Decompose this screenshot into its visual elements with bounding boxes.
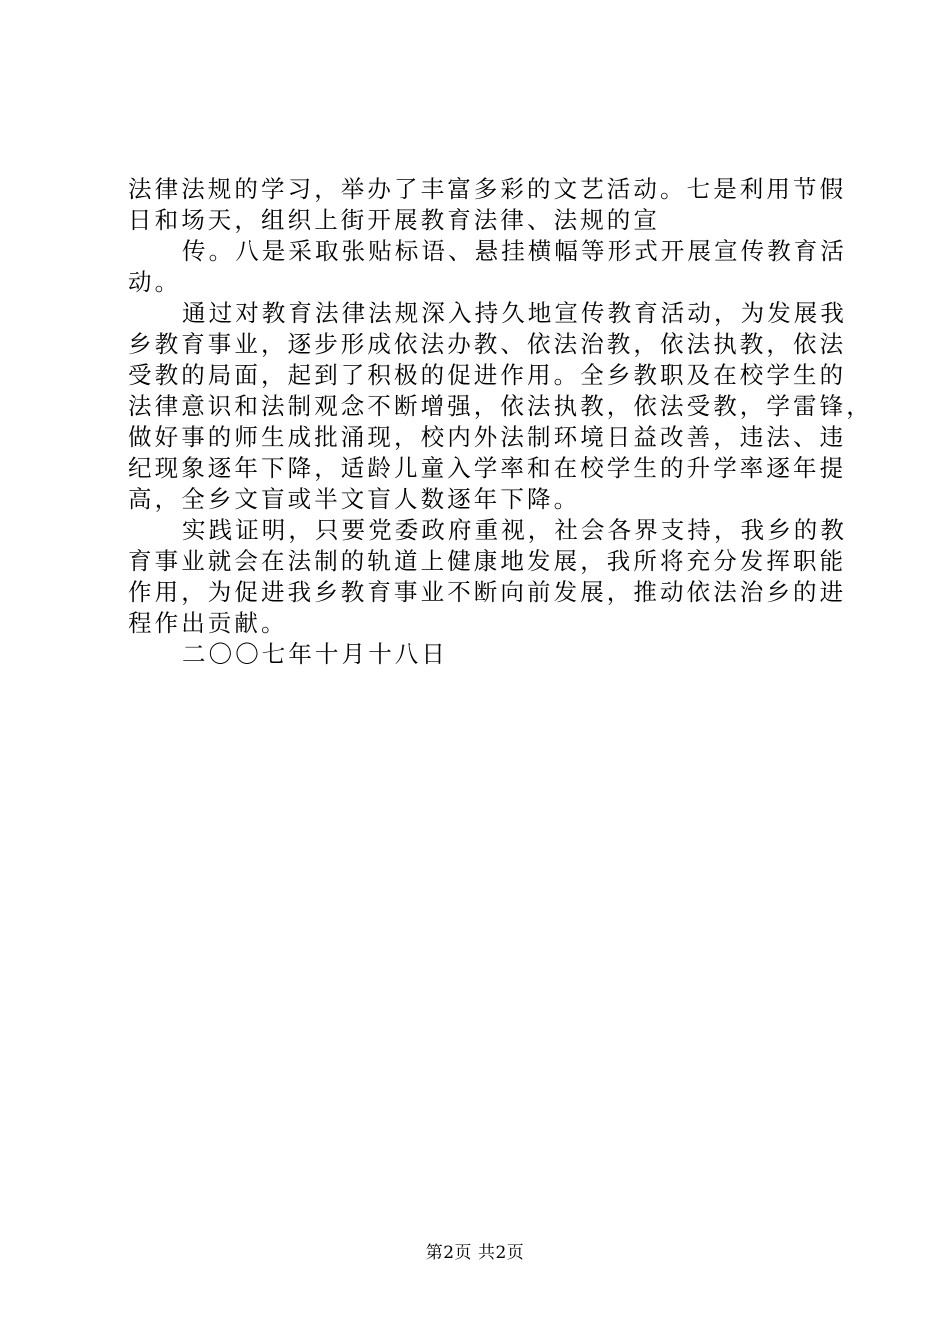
- text-line: 日和场天，组织上街开展教育法律、法规的宣: [128, 206, 660, 234]
- document-body: [128, 174, 873, 670]
- text-line: 受教的局面，起到了积极的促进作用。全乡教职及在校学生的: [128, 361, 847, 389]
- text-line: 乡教育事业，逐步形成依法办教、依法治教，依法执教，依法: [128, 330, 847, 358]
- text-line: 法律意识和法制观念不断增强，依法执教，依法受教，学雷锋，: [128, 392, 873, 420]
- text-line: 程作出贡献。: [128, 609, 288, 637]
- text-line: 纪现象逐年下降，适龄儿童入学率和在校学生的升学率逐年提: [128, 454, 847, 482]
- text-line: 高，全乡文盲或半文盲人数逐年下降。: [128, 485, 581, 513]
- text-line: 法律法规的学习，举办了丰富多彩的文艺活动。七是利用节假: [128, 175, 847, 203]
- paragraph-start-line: 通过对教育法律法规深入持久地宣传教育活动，为发展我: [182, 299, 847, 327]
- text-line: 做好事的师生成批涌现，校内外法制环境日益改善，违法、违: [128, 423, 847, 451]
- text-line: 育事业就会在法制的轨道上健康地发展，我所将充分发挥职能: [128, 547, 847, 575]
- text-line: 动。: [128, 268, 182, 296]
- text-line: 作用，为促进我乡教育事业不断向前发展，推动依法治乡的进: [128, 578, 847, 606]
- page-number-footer: 第2页 共2页: [425, 1243, 525, 1263]
- paragraph-start-line: 实践证明，只要党委政府重视，社会各界支持，我乡的教: [182, 516, 847, 544]
- document-date: 二〇〇七年十月十八日: [182, 640, 448, 668]
- text-line: 传。八是采取张贴标语、悬挂横幅等形式开展宣传教育活: [182, 237, 847, 265]
